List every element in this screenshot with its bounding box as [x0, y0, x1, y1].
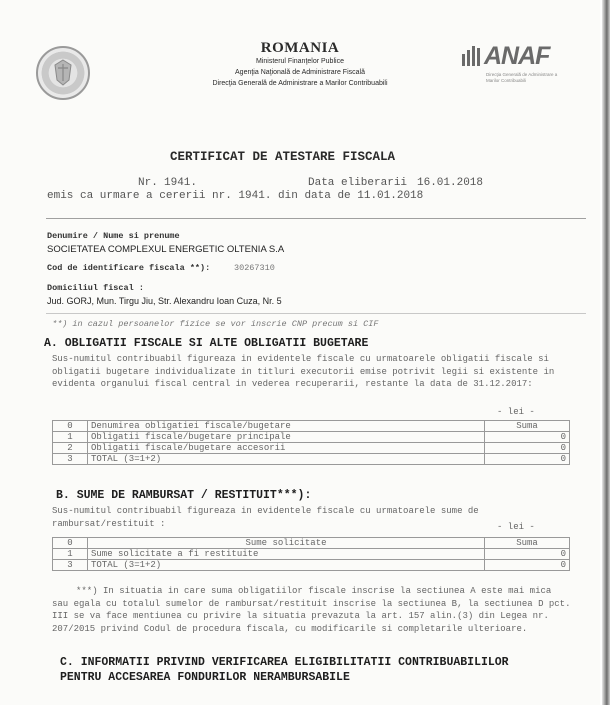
table-row	[53, 421, 570, 432]
fiscal-code-label: Cod de identificare fiscala **):	[47, 263, 211, 273]
table-row	[53, 560, 570, 571]
row-label: TOTAL (3=1+2)	[88, 560, 485, 571]
taxpayer-address: Jud. GORJ, Mun. Tirgu Jiu, Str. Alexandru Ioan Cuza, Nr. 5	[47, 296, 282, 306]
agency-line: Agenţia Naţională de Administrare Fiscală	[235, 69, 365, 76]
cnp-footnote: **) in cazul persoanelor fizice se vor inscrie CNP precum si CIF	[52, 319, 379, 329]
row-label: TOTAL (3=1+2)	[88, 454, 485, 465]
row-number: 1	[53, 549, 88, 560]
row-amount: 0	[485, 454, 570, 465]
table-row	[53, 432, 570, 443]
domicile-label: Domiciliul fiscal :	[47, 283, 144, 293]
ministry-line: Ministerul Finanţelor Publice	[256, 58, 344, 65]
country-title: ROMANIA	[260, 40, 340, 56]
taxpayer-name: SOCIETATEA COMPLEXUL ENERGETIC OLTENIA S.A	[47, 244, 285, 255]
table-row	[53, 443, 570, 454]
section-b-footnote: ***) In situatia in care suma obligatiilor fiscale inscrise la sectiunea A este mai mica sau egala cu totalul sumelor de rambursat/restituit inscrise la sectiunea B, la sectiunea D pct. III se va face mentiunea cu privire la situatia prevazuta la art. 157 alin.(3) din Legea nr. 207/2015 privind Codul de procedura fiscala, cu modificarile si completarile ulterioare.	[52, 586, 571, 634]
row-number: 0	[53, 538, 88, 549]
table-row	[53, 549, 570, 560]
row-amount: 0	[485, 432, 570, 443]
issue-date-label: Data eliberarii	[308, 177, 408, 189]
fiscal-code: 30267310	[234, 263, 275, 273]
row-number: 2	[53, 443, 88, 454]
name-label: Denumire / Nume si prenume	[47, 231, 180, 241]
certificate-title: CERTIFICAT DE ATESTARE FISCALA	[170, 150, 396, 164]
row-label: Sume solicitate a fi restituite	[88, 549, 485, 560]
row-amount: 0	[485, 560, 570, 571]
row-number: 1	[53, 432, 88, 443]
divider	[46, 218, 586, 219]
row-number: 3	[53, 560, 88, 571]
section-c-title-line1: C. INFORMATII PRIVIND VERIFICAREA ELIGIBILITATII CONTRIBUABILILOR	[60, 656, 509, 669]
row-label: Obligatii fiscale/bugetare accesorii	[88, 443, 485, 454]
section-a-unit: - lei -	[497, 407, 535, 417]
column-header-amount: Suma	[485, 421, 570, 432]
page-edge-shadow	[602, 0, 610, 705]
column-header-label: Sume solicitate	[88, 538, 485, 549]
coat-of-arms-seal	[36, 46, 90, 100]
row-number: 0	[53, 421, 88, 432]
anaf-logo-text: ANAF	[484, 42, 550, 70]
row-amount: 0	[485, 549, 570, 560]
issue-date: 16.01.2018	[417, 177, 484, 189]
directorate-line: Direcţia Generală de Administrare a Marilor Contribuabili	[212, 80, 388, 87]
certificate-number-label: Nr.	[138, 177, 158, 189]
section-b-text: Sus-numitul contribuabil figureaza in evidentele fiscale cu urmatoarele sume de rambursat/restituit :	[52, 506, 479, 529]
row-label: Obligatii fiscale/bugetare principale	[88, 432, 485, 443]
section-b-unit: - lei -	[497, 522, 535, 532]
row-label: Denumirea obligatiei fiscale/bugetare	[88, 421, 485, 432]
section-a-text: Sus-numitul contribuabil figureaza in evidentele fiscale cu urmatoarele obligatii fiscale si obligatii bugetare individualizate in titluri executorii emise potrivit legii si existente in evidenta organului fiscal central in vederea recuperarii, restante la data de 31.12.2017:	[52, 354, 555, 389]
request-line: emis ca urmare a cererii nr. 1941. din data de 11.01.2018	[47, 190, 424, 202]
section-b-title: B. SUME DE RAMBURSAT / RESTITUIT***):	[56, 489, 312, 502]
section-a-table	[52, 420, 570, 465]
section-a-title: A. OBLIGATII FISCALE SI ALTE OBLIGATII BUGETARE	[44, 337, 369, 350]
table-row	[53, 454, 570, 465]
row-number: 3	[53, 454, 88, 465]
column-header-amount: Suma	[485, 538, 570, 549]
row-amount: 0	[485, 443, 570, 454]
divider	[46, 313, 586, 314]
anaf-logo-subtext: Direcţia Generală de Administrare a Marilor Contribuabili	[486, 72, 558, 83]
section-b-table	[52, 537, 570, 571]
section-c-title-line2: PENTRU ACCESAREA FONDURILOR NERAMBURSABILE	[60, 671, 350, 684]
table-row	[53, 538, 570, 549]
certificate-number: 1941.	[164, 177, 198, 189]
anaf-bars-icon	[462, 46, 482, 66]
